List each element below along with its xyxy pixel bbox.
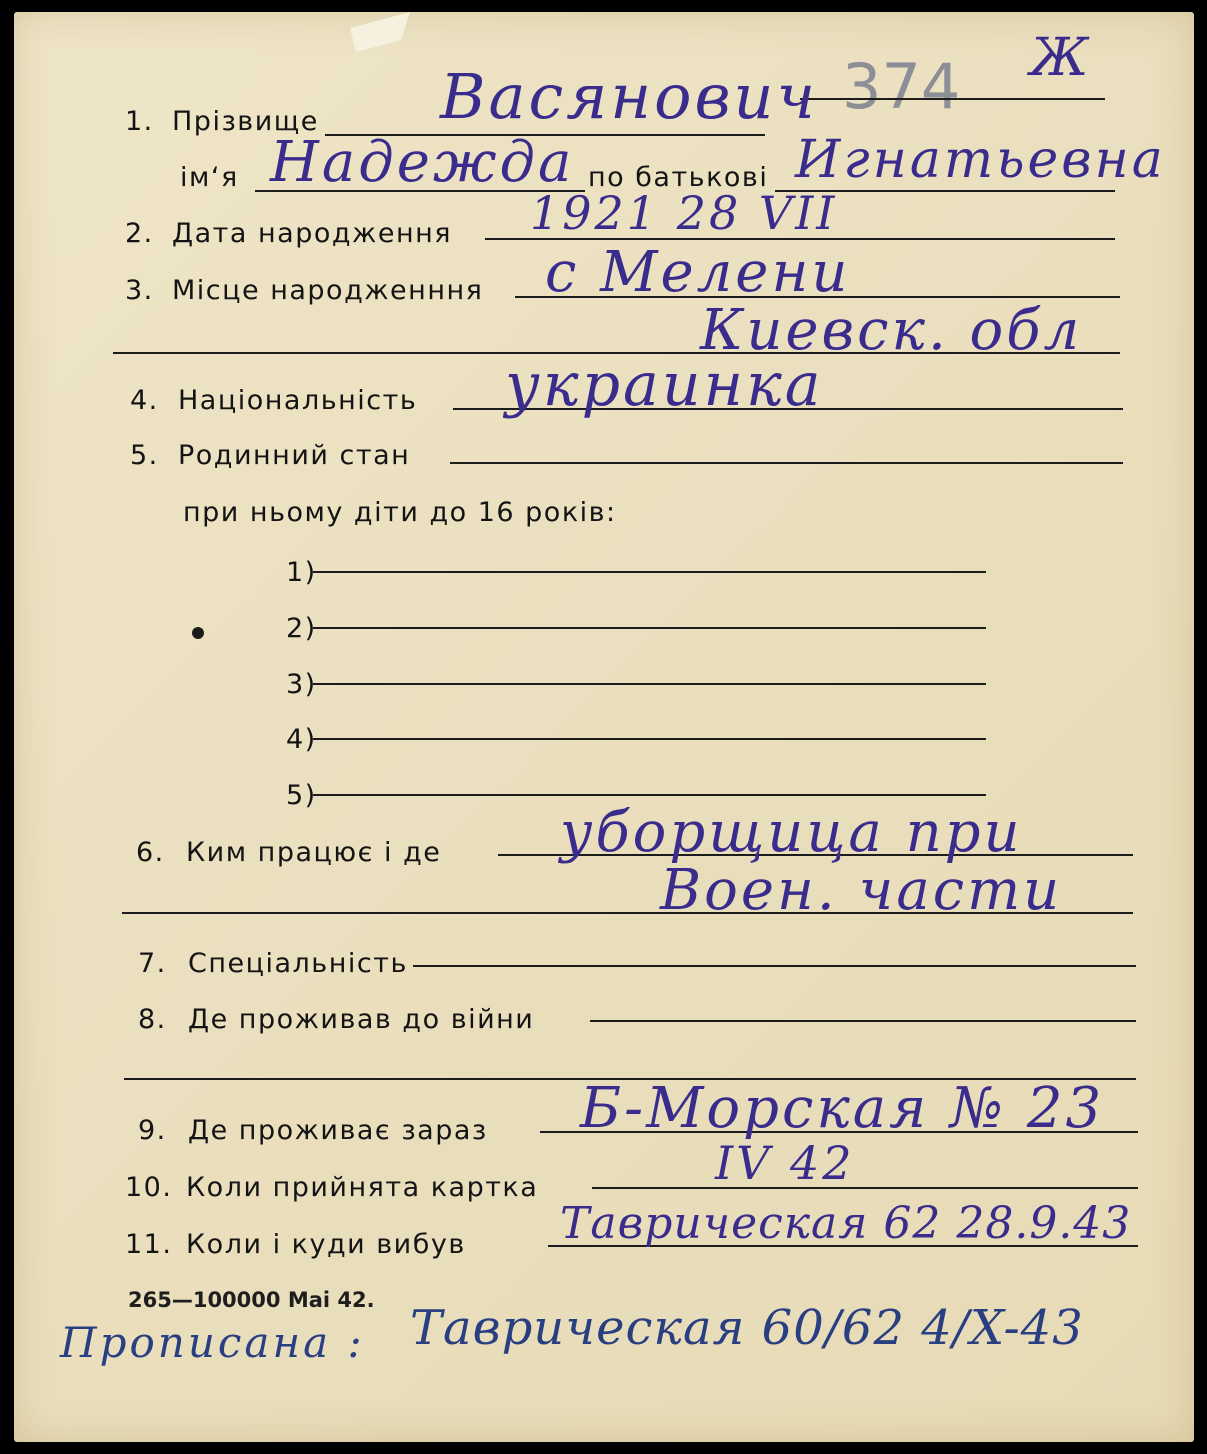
field-10-line (592, 1187, 1138, 1189)
field-1-value: Васянович (440, 60, 819, 133)
children-label: при ньому діти до 16 років: (183, 497, 617, 528)
field-1-label: Прізвище (172, 106, 319, 137)
field-5-line (450, 462, 1123, 464)
punch-hole (192, 627, 204, 639)
field-8-label: Де проживав до війни (188, 1004, 535, 1035)
field-1-line-b (800, 98, 1105, 100)
child-5-line (313, 794, 986, 796)
field-3-value-b: Киевск. обл (700, 298, 1083, 363)
field-5-label: Родинний стан (178, 440, 411, 471)
child-4-line (313, 738, 986, 740)
field-3-value: с Мелени (545, 240, 851, 305)
field-2-num: 2. (125, 218, 154, 249)
field-7-num: 7. (138, 948, 167, 979)
child-1-num: 1) (286, 557, 317, 588)
field-3-num: 3. (125, 275, 154, 306)
child-2-line (313, 627, 986, 629)
corner-letter: Ж (1030, 28, 1092, 88)
field-11-num: 11. (125, 1229, 173, 1260)
child-3-line (313, 683, 986, 685)
field-name-label: ім‘я (180, 162, 239, 193)
field-patronymic-value: Игнатьевна (795, 130, 1166, 190)
field-4-num: 4. (130, 385, 159, 416)
field-5-num: 5. (130, 440, 159, 471)
field-11-value: Таврическая 62 28.9.43 (560, 1198, 1132, 1249)
field-8-line (590, 1020, 1136, 1022)
field-8-num: 8. (138, 1004, 167, 1035)
field-9-label: Де проживає зараз (188, 1115, 488, 1146)
field-4-label: Національність (178, 385, 418, 416)
field-4-value: украинка (505, 350, 824, 420)
field-11-label: Коли і куди вибув (186, 1229, 466, 1260)
field-patronymic-label: по батькові (588, 162, 769, 193)
field-6-value-b: Воен. части (660, 858, 1063, 923)
registration-label: Прописана : (60, 1318, 365, 1367)
field-7-label: Спеціальність (188, 948, 408, 979)
field-6-label: Ким працює і де (186, 837, 442, 868)
child-1-line (313, 571, 986, 573)
field-2-value: 1921 28 VII (530, 186, 838, 240)
child-5-num: 5) (286, 780, 317, 811)
field-9-value: Б-Морская № 23 (580, 1076, 1105, 1141)
pencil-mark: 374 (842, 50, 961, 123)
field-7-line (413, 965, 1136, 967)
field-10-num: 10. (125, 1172, 173, 1203)
child-3-num: 3) (286, 669, 317, 700)
field-6-num: 6. (136, 837, 165, 868)
field-6-value: уборщица при (560, 800, 1023, 865)
field-9-num: 9. (138, 1115, 167, 1146)
field-3-label: Місце народженння (172, 275, 484, 306)
field-10-label: Коли прийнята картка (186, 1172, 539, 1203)
field-2-label: Дата народження (172, 218, 453, 249)
child-4-num: 4) (286, 724, 317, 755)
registration-value: Таврическая 60/62 4/X-43 (410, 1300, 1084, 1356)
field-name-value: Надежда (270, 130, 575, 195)
child-2-num: 2) (286, 613, 317, 644)
print-code: 265—100000 Mai 42. (128, 1288, 375, 1312)
field-10-value: IV 42 (715, 1136, 855, 1190)
field-1-num: 1. (125, 106, 154, 137)
